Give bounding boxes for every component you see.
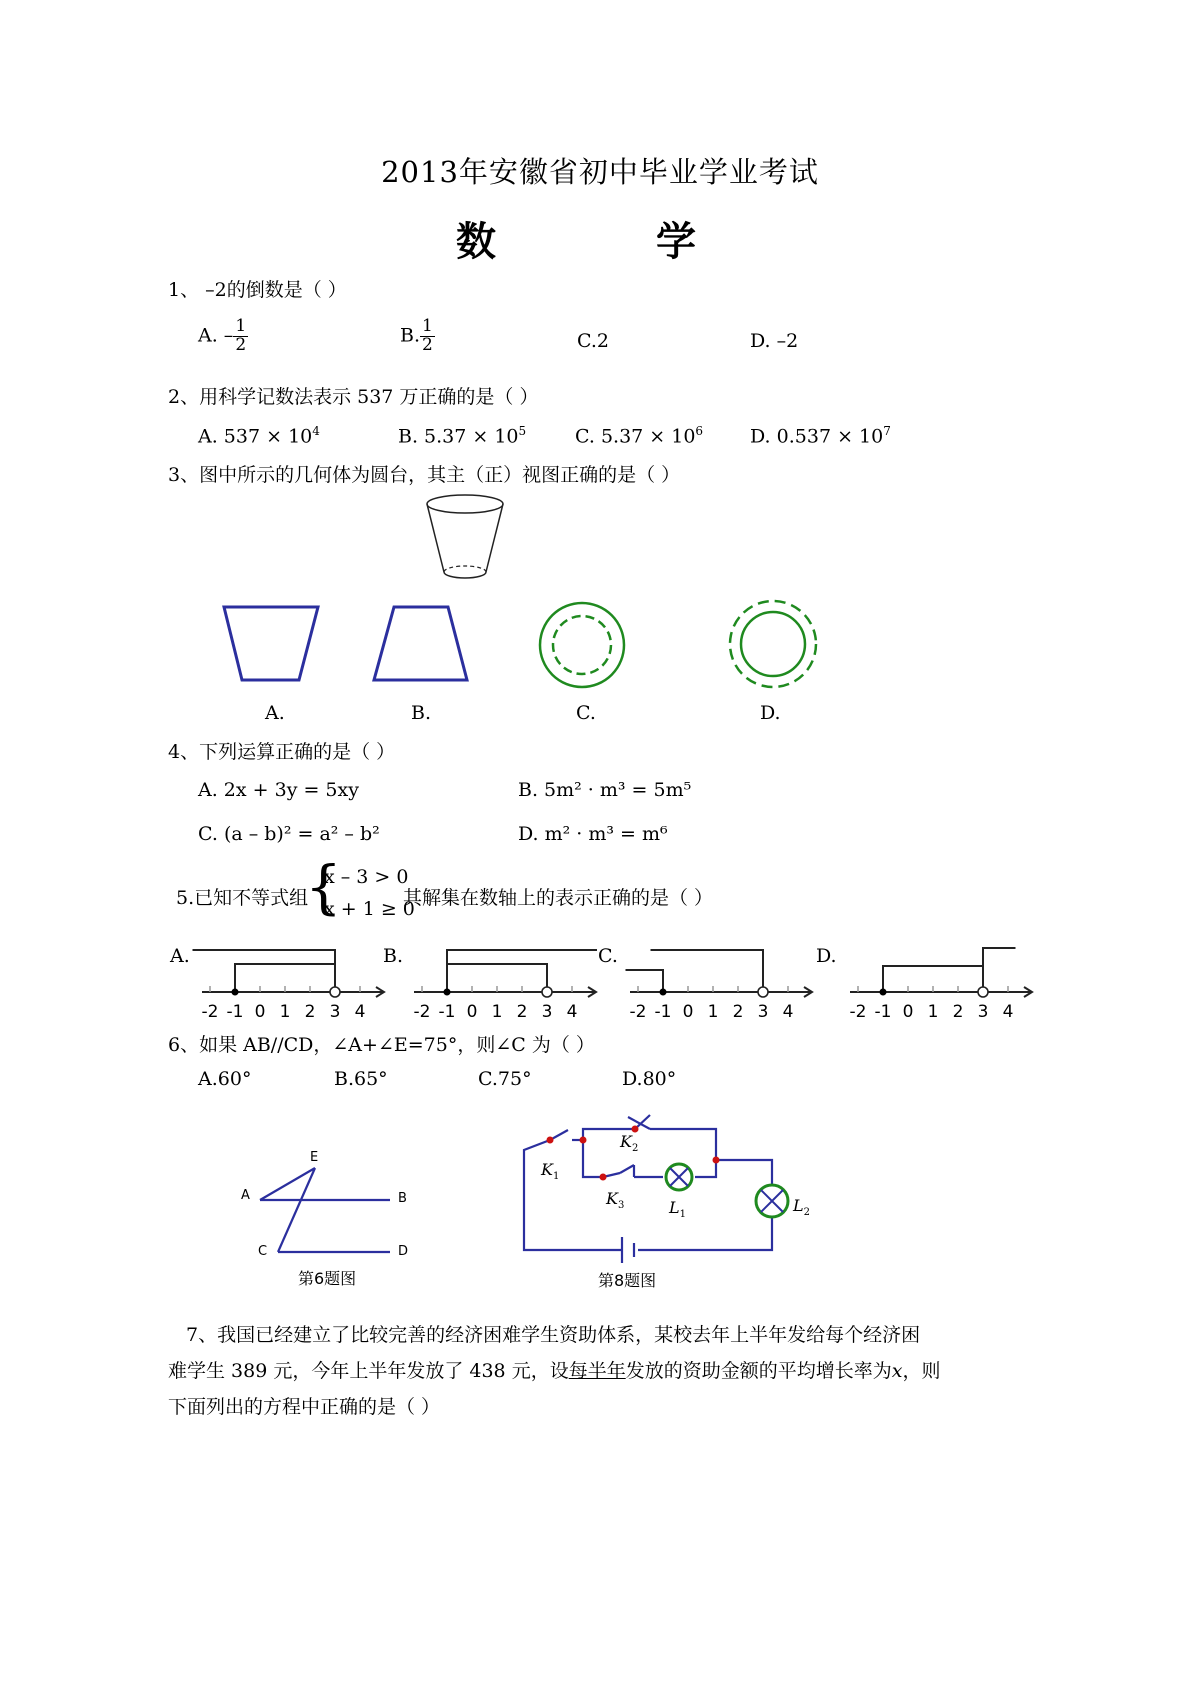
q4-option-d: D. m² · m³ = m⁶ bbox=[518, 823, 668, 845]
tick-label: -2 bbox=[413, 1002, 431, 1022]
q5-stem-before: 5.已知不等式组 bbox=[176, 887, 309, 909]
tick-label: 3 bbox=[329, 1002, 341, 1022]
l2-sub: 2 bbox=[803, 1207, 810, 1219]
q2-b-exp: 5 bbox=[518, 424, 527, 438]
tick-label: -1 bbox=[874, 1002, 892, 1022]
q6-point-c: C bbox=[258, 1244, 268, 1259]
number-line-b bbox=[412, 940, 612, 1020]
q8-figure-caption: 第8题图 bbox=[598, 1271, 657, 1290]
tick-label: 3 bbox=[757, 1002, 769, 1022]
q5-brace: { bbox=[305, 853, 342, 921]
q4-option-c: C. (a – b)² = a² – b² bbox=[198, 823, 380, 845]
tick-label: -1 bbox=[438, 1002, 456, 1022]
q7-variable-x: x bbox=[891, 1360, 903, 1382]
q3-label-a: A. bbox=[265, 702, 285, 724]
q7-line2-end: ，则 bbox=[902, 1360, 941, 1382]
lamp-l2-label bbox=[793, 1196, 810, 1218]
l1-letter: L bbox=[669, 1198, 680, 1217]
q5-line1: x – 3 > 0 bbox=[324, 866, 409, 888]
q2-option-a bbox=[198, 424, 320, 447]
q1-option-b bbox=[400, 318, 435, 355]
open-dot bbox=[330, 987, 340, 997]
q5-line2: x + 1 ≥ 0 bbox=[324, 898, 415, 920]
q6-point-b: B bbox=[398, 1191, 407, 1206]
q1-b-prefix: B. bbox=[400, 324, 421, 347]
closed-dot bbox=[880, 989, 887, 996]
tick-label: -1 bbox=[226, 1002, 244, 1022]
tick-label: 1 bbox=[707, 1002, 719, 1022]
switch-k2-label bbox=[620, 1132, 638, 1154]
q6-point-e: E bbox=[310, 1150, 319, 1165]
solution-ray-right bbox=[447, 950, 597, 992]
q6-point-d: D bbox=[398, 1244, 409, 1259]
tick-label: -1 bbox=[654, 1002, 672, 1022]
tick-label: 0 bbox=[466, 1002, 478, 1022]
q6-option-d: D.80° bbox=[622, 1068, 677, 1090]
q1-a-den: 2 bbox=[235, 334, 247, 355]
solution-ray-left bbox=[193, 950, 336, 992]
q2-d-exp: 7 bbox=[883, 424, 891, 438]
q8-circuit-figure bbox=[510, 1105, 800, 1265]
q6-point-a: A bbox=[241, 1188, 250, 1203]
q4-option-a: A. 2x + 3y = 5xy bbox=[198, 779, 359, 801]
open-dot bbox=[542, 987, 552, 997]
q1-stem: 1、 –2的倒数是（ ） bbox=[168, 279, 347, 301]
q3-choice-c-circles bbox=[537, 600, 627, 690]
q1-option-c: C.2 bbox=[577, 330, 609, 352]
q4-option-b: B. 5m² · m³ = 5m⁵ bbox=[518, 779, 692, 801]
solution-ray-left bbox=[626, 970, 664, 992]
q2-option-d bbox=[750, 424, 891, 447]
q1-b-fraction bbox=[420, 318, 435, 355]
k3-letter: K bbox=[606, 1189, 618, 1208]
q5-label-d: D. bbox=[816, 945, 837, 967]
q5-label-a: A. bbox=[170, 945, 190, 967]
tick-label: -2 bbox=[849, 1002, 867, 1022]
tick-label: 4 bbox=[566, 1002, 578, 1022]
q5-label-c: C. bbox=[598, 945, 618, 967]
q3-choice-b-trapezoid bbox=[370, 605, 470, 685]
q7-underlined-phrase: 每半年 bbox=[568, 1360, 626, 1382]
open-dot bbox=[978, 987, 988, 997]
q6-stem: 6、如果 AB//CD，∠A+∠E=75°，则∠C 为（ ） bbox=[168, 1034, 595, 1056]
tick-label: 3 bbox=[541, 1002, 553, 1022]
q5-label-b: B. bbox=[383, 945, 404, 967]
tick-label: 2 bbox=[732, 1002, 744, 1022]
q1-option-d: D. –2 bbox=[750, 330, 799, 352]
q7-line2-start: 难学生 389 元，今年上半年发放了 438 元，设 bbox=[168, 1360, 569, 1382]
tick-label: 3 bbox=[977, 1002, 989, 1022]
q3-choice-d-circles bbox=[727, 598, 819, 690]
q2-option-b bbox=[398, 424, 526, 447]
tick-label: 0 bbox=[682, 1002, 694, 1022]
q7-line2-mid: 发放的资助金额的平均增长率为 bbox=[625, 1360, 892, 1382]
q7-line1: 7、我国已经建立了比较完善的经济困难学生资助体系，某校去年上半年发给每个经济困 bbox=[186, 1324, 921, 1346]
q6-option-c: C.75° bbox=[478, 1068, 532, 1090]
tick-label: 4 bbox=[354, 1002, 366, 1022]
q3-label-c: C. bbox=[576, 702, 596, 724]
switch-k1-label bbox=[541, 1160, 559, 1182]
q1-option-a bbox=[198, 318, 248, 355]
tick-label: -2 bbox=[629, 1002, 647, 1022]
l2-letter: L bbox=[793, 1196, 804, 1215]
tick-label: 1 bbox=[279, 1002, 291, 1022]
q2-a-exp: 4 bbox=[312, 424, 320, 438]
k2-sub: 2 bbox=[631, 1143, 639, 1155]
tick-label: 0 bbox=[902, 1002, 914, 1022]
number-line-a bbox=[200, 940, 390, 1020]
q1-a-fraction bbox=[233, 318, 248, 355]
q2-option-c bbox=[575, 424, 703, 447]
k1-letter: K bbox=[541, 1160, 553, 1179]
q2-a-base: A. 537 × 10 bbox=[198, 425, 313, 448]
q7-line3: 下面列出的方程中正确的是（ ） bbox=[168, 1396, 441, 1418]
subject-title: 数 学 bbox=[456, 219, 744, 265]
number-line-c bbox=[628, 940, 818, 1020]
k2-letter: K bbox=[620, 1132, 632, 1151]
q2-c-exp: 6 bbox=[695, 424, 704, 438]
q6-option-a: A.60° bbox=[198, 1068, 252, 1090]
tick-label: 2 bbox=[516, 1002, 528, 1022]
q5-stem-after: 其解集在数轴上的表示正确的是（ ） bbox=[403, 887, 714, 909]
tick-label: 4 bbox=[1002, 1002, 1014, 1022]
q3-label-b: B. bbox=[411, 702, 432, 724]
q2-b-base: B. 5.37 × 10 bbox=[398, 425, 519, 448]
q1-a-prefix: A. – bbox=[198, 324, 234, 347]
switch-k3-label bbox=[606, 1189, 624, 1211]
number-line-d bbox=[848, 940, 1038, 1020]
lamp-l1-label bbox=[669, 1198, 686, 1220]
q1-b-num: 1 bbox=[422, 316, 433, 336]
tick-label: 1 bbox=[491, 1002, 503, 1022]
exam-title: 2013年安徽省初中毕业学业考试 bbox=[381, 155, 819, 189]
q1-a-num: 1 bbox=[235, 316, 247, 336]
q1-b-den: 2 bbox=[422, 334, 433, 355]
q3-choice-a-inverted-trapezoid bbox=[220, 605, 320, 685]
q4-stem: 4、下列运算正确的是（ ） bbox=[168, 741, 396, 763]
q2-stem: 2、用科学记数法表示 537 万正确的是（ ） bbox=[168, 386, 539, 408]
solution-ray-left bbox=[651, 950, 764, 992]
q6-option-b: B.65° bbox=[334, 1068, 388, 1090]
closed-dot bbox=[660, 989, 667, 996]
open-dot bbox=[758, 987, 768, 997]
q6-figure-caption: 第6题图 bbox=[298, 1269, 357, 1288]
tick-label: 0 bbox=[254, 1002, 266, 1022]
q3-label-d: D. bbox=[760, 702, 781, 724]
q2-d-base: D. 0.537 × 10 bbox=[750, 425, 884, 448]
k3-sub: 3 bbox=[617, 1200, 625, 1212]
solution-ray-right bbox=[983, 948, 1016, 992]
q7-line2 bbox=[168, 1356, 940, 1383]
tick-label: 1 bbox=[927, 1002, 939, 1022]
tick-label: 2 bbox=[952, 1002, 964, 1022]
closed-dot bbox=[232, 989, 239, 996]
closed-dot bbox=[444, 989, 451, 996]
tick-label: -2 bbox=[201, 1002, 219, 1022]
frustum-figure bbox=[420, 492, 520, 587]
q2-c-base: C. 5.37 × 10 bbox=[575, 425, 696, 448]
tick-label: 2 bbox=[304, 1002, 316, 1022]
k1-sub: 1 bbox=[552, 1171, 560, 1183]
l1-sub: 1 bbox=[679, 1209, 686, 1221]
tick-label: 4 bbox=[782, 1002, 794, 1022]
q3-stem: 3、图中所示的几何体为圆台，其主（正）视图正确的是（ ） bbox=[168, 464, 681, 486]
